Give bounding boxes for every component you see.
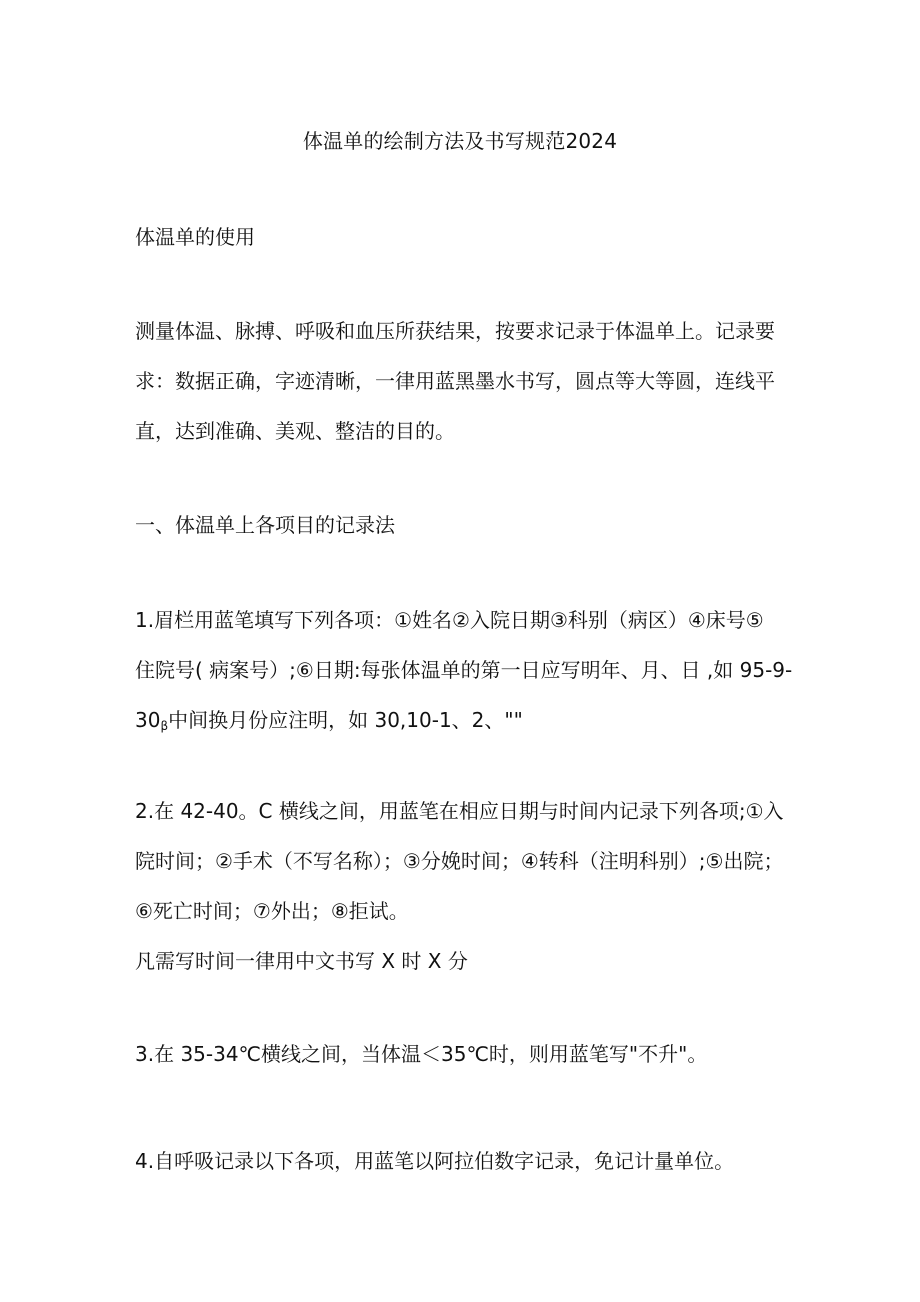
item3-paragraph bbox=[135, 1029, 805, 1079]
item1-line-3-start: 30 bbox=[135, 708, 161, 732]
section1-heading-text: 一、体温单上各项目的记录法 bbox=[135, 513, 395, 537]
document-title: 体温单的绘制方法及书写规范2024 bbox=[302, 129, 618, 153]
item4-paragraph bbox=[135, 1136, 805, 1186]
item1-line-3 bbox=[135, 695, 805, 745]
item1-line-2: 住院号( 病案号）;⑥日期:每张体温单的第一日应写明年、月、日 ,如 95-9- bbox=[135, 658, 793, 682]
intro-line-2: 求：数据正确，字迹清晰，一律用蓝黑墨水书写，圆点等大等圆，连线平 bbox=[135, 369, 775, 393]
item1-line-3-subscript: β bbox=[160, 719, 169, 733]
intro-line-1: 测量体温、脉搏、呼吸和血压所获结果，按要求记录于体温单上。记录要 bbox=[135, 319, 775, 343]
item2-line-4: 凡需写时间一律用中文书写 X 时 X 分 bbox=[135, 949, 468, 973]
item2-line-1: 2.在 42-40。C 横线之间，用蓝笔在相应日期与时间内记录下列各项;①入 bbox=[135, 799, 784, 823]
item2-paragraph bbox=[135, 786, 805, 986]
item1-line-3-end: 中间换月份应注明，如 30,10-1、2、"" bbox=[168, 708, 523, 732]
intro-line-3: 直，达到准确、美观、整洁的目的。 bbox=[135, 419, 455, 443]
section1-heading bbox=[135, 500, 805, 550]
item3-text: 3.在 35-34℃横线之间，当体温＜35℃时，则用蓝笔写"不升"。 bbox=[135, 1042, 708, 1066]
item1-paragraph bbox=[135, 595, 805, 745]
heading-usage-text: 体温单的使用 bbox=[135, 225, 255, 249]
item1-line-1: 1.眉栏用蓝笔填写下列各项：①姓名②入院日期③科别（病区）④床号⑤ bbox=[135, 608, 764, 632]
heading-usage bbox=[135, 212, 805, 262]
item2-line-3: ⑥死亡时间；⑦外出；⑧拒试。 bbox=[135, 899, 409, 923]
item2-line-2: 院时间；②手术（不写名称）；③分娩时间；④转科（注明科别）;⑤出院； bbox=[135, 849, 784, 873]
item4-text: 4.自呼吸记录以下各项，用蓝笔以阿拉伯数字记录，免记计量单位。 bbox=[135, 1149, 735, 1173]
intro-paragraph bbox=[135, 306, 805, 456]
